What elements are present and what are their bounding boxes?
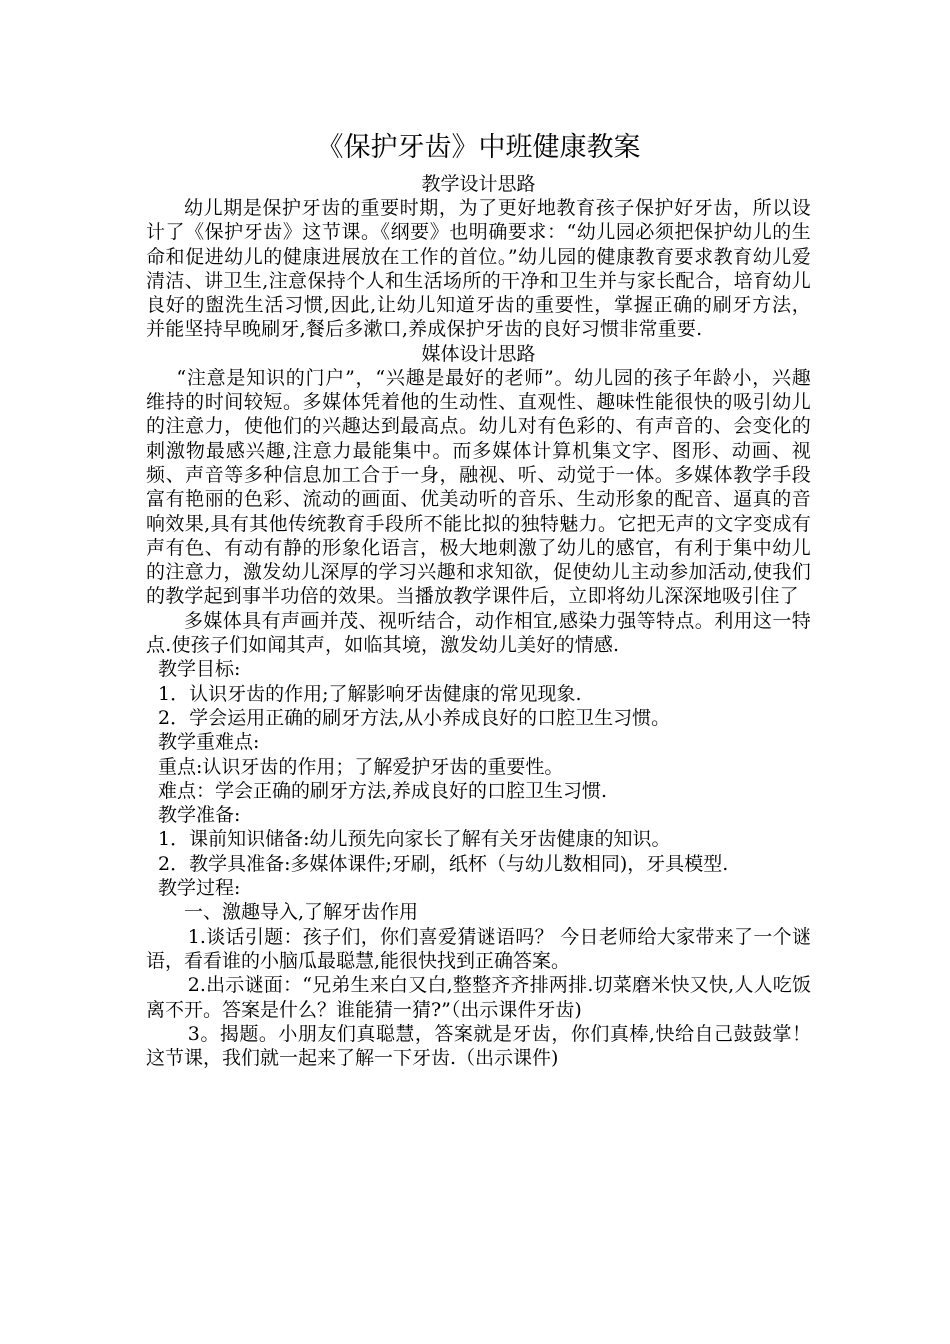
document-page: [146, 128, 811, 1070]
goal-item: 2．学会运用正确的刷牙方法,从小养成良好的口腔卫生习惯。: [158, 706, 671, 729]
teaching-design-paragraph: 幼儿期是保护牙齿的重要时期，为了更好地教育孩子保护好牙齿，所以设计了《保护牙齿》这节课。《纲要》也明确要求：“幼儿园必须把保护幼儿的生命和促进幼儿的健康进展放在工作的首位。”幼儿园的健康教育要求教育幼儿爱清洁、讲卫生,注意保持个人和生活场所的干净和卫生并与家长配合，培育幼儿良好的盥洗生活习惯,因此,让幼儿知道牙齿的重要性，掌握正确的刷牙方法，并能坚持早晚刷牙,餐后多漱口,养成保护牙齿的良好习惯非常重要.: [146, 197, 811, 341]
goal-item: 1．认识牙齿的作用;了解影响牙齿健康的常见现象.: [158, 682, 582, 705]
section-heading-teaching-design: 教学设计思路: [421, 173, 536, 195]
goals-label: 教学目标:: [158, 658, 241, 681]
keypoint-difficulty: 难点：学会正确的刷牙方法,养成良好的口腔卫生习惯.: [158, 779, 608, 802]
preparation-label: 教学准备:: [158, 804, 241, 827]
process-label: 教学过程:: [158, 877, 241, 900]
preparation-item: 1．课前知识储备:幼儿预先向家长了解有关牙齿健康的知识。: [158, 828, 671, 851]
keypoints-label: 教学重难点:: [158, 731, 260, 754]
keypoint-focus: 重点:认识牙齿的作用；了解爱护牙齿的重要性。: [158, 755, 564, 778]
process-step: 2.出示谜面：“兄弟生来白又白,整整齐齐排两排.切菜磨米快又快,人人吃饭离不开。答案是什么？谁能猜一猜?”（出示课件牙齿): [146, 974, 811, 1021]
document-title: 《保护牙齿》中班健康教案: [316, 132, 641, 163]
media-design-paragraph-2: 多媒体具有声画并茂、视听结合，动作相宜,感染力强等特点。利用这一特点.使孩子们如闻其声，如临其境，激发幼儿美好的情感.: [146, 609, 811, 657]
process-part-heading: 一、激趣导入,了解牙齿作用: [184, 901, 419, 924]
process-step: 1.谈话引题：孩子们，你们喜爱猜谜语吗？ 今日老师给大家带来了一个谜语，看看谁的小脑瓜最聪慧,能很快找到正确答案。: [146, 925, 811, 972]
media-design-paragraph-1: “注意是知识的门户”，“兴趣是最好的老师”。幼儿园的孩子年龄小，兴趣维持的时间较短。多媒体凭着他的生动性、直观性、趣味性能很快的吸引幼儿的注意力，使他们的兴趣达到最高点。幼儿对有色彩的、有声音的、会变化的刺激物最感兴趣,注意力最能集中。而多媒体计算机集文字、图形、动画、视频、声音等多种信息加工合于一身，融视、听、动觉于一体。多媒体教学手段富有艳丽的色彩、流动的画面、优美动听的音乐、生动形象的配音、逼真的音响效果,具有其他传统教育手段所不能比拟的独特魅力。它把无声的文字变成有声有色、有动有静的形象化语言，极大地刺激了幼儿的感官，有利于集中幼儿的注意力，激发幼儿深厚的学习兴趣和求知欲，促使幼儿主动参加活动,使我们的教学起到事半功倍的效果。当播放教学课件后，立即将幼儿深深地吸引住了: [146, 366, 811, 608]
preparation-item: 2．教学具准备:多媒体课件;牙刷，纸杯（与幼儿数相同)，牙具模型.: [158, 852, 729, 875]
process-step: 3。揭题。小朋友们真聪慧，答案就是牙齿，你们真棒,快给自己鼓鼓掌！这节课，我们就一起来了解一下牙齿.（出示课件): [146, 1022, 811, 1070]
section-heading-media-design: 媒体设计思路: [421, 342, 536, 365]
